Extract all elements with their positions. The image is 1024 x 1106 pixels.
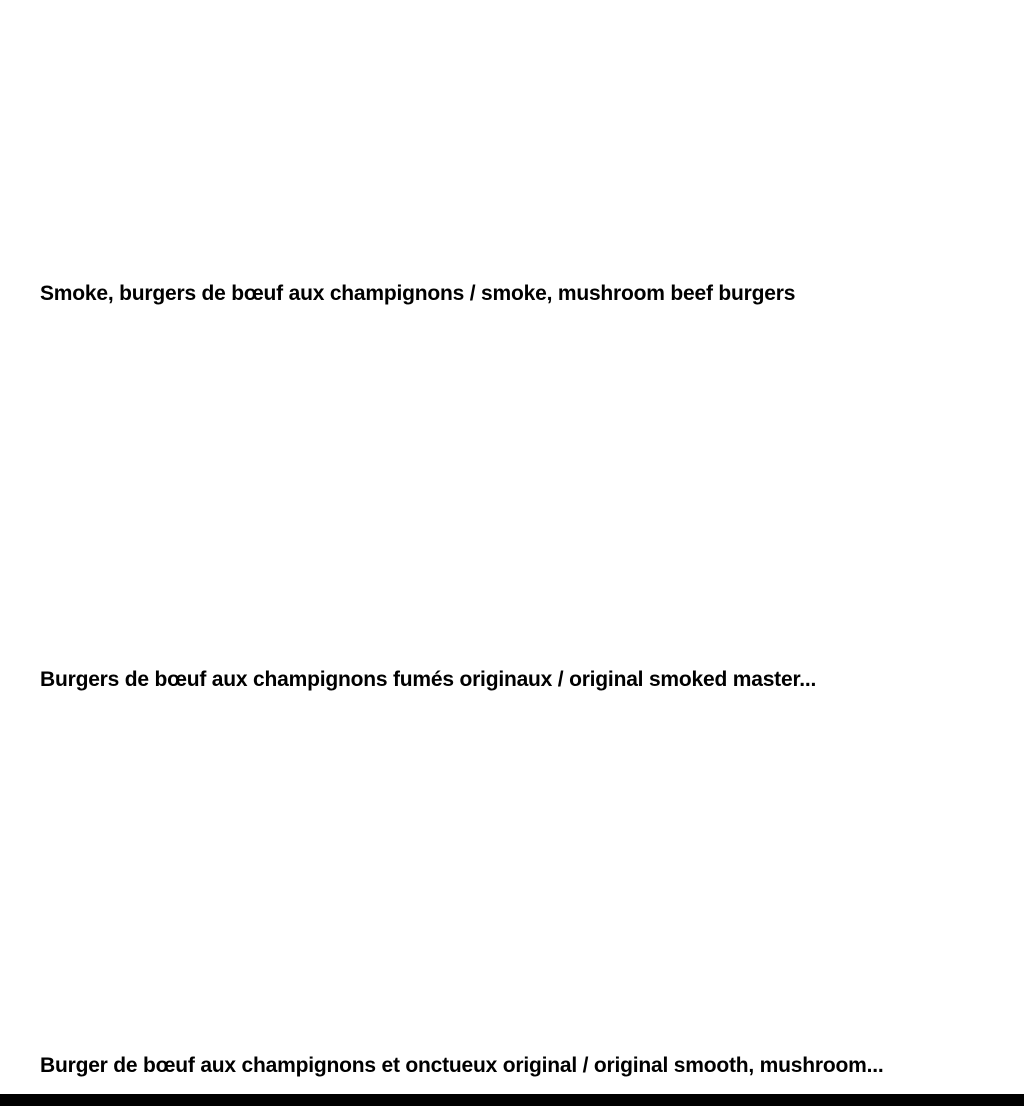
product-card[interactable] [40, 406, 984, 694]
product-title[interactable]: Burger de bœuf aux champignons et onctueux original / original smooth, mushroom... [40, 1054, 884, 1077]
product-image[interactable] [40, 406, 984, 666]
product-card[interactable] [40, 792, 984, 1080]
product-card[interactable] [40, 20, 984, 308]
product-title[interactable]: Smoke, burgers de bœuf aux champignons / smoke, mushroom beef burgers [40, 282, 796, 305]
product-image[interactable] [40, 20, 984, 280]
product-image[interactable] [40, 792, 984, 1052]
product-title[interactable]: Burgers de bœuf aux champignons fumés originaux / original smoked master... [40, 668, 817, 691]
bottom-bar [0, 1094, 1024, 1106]
